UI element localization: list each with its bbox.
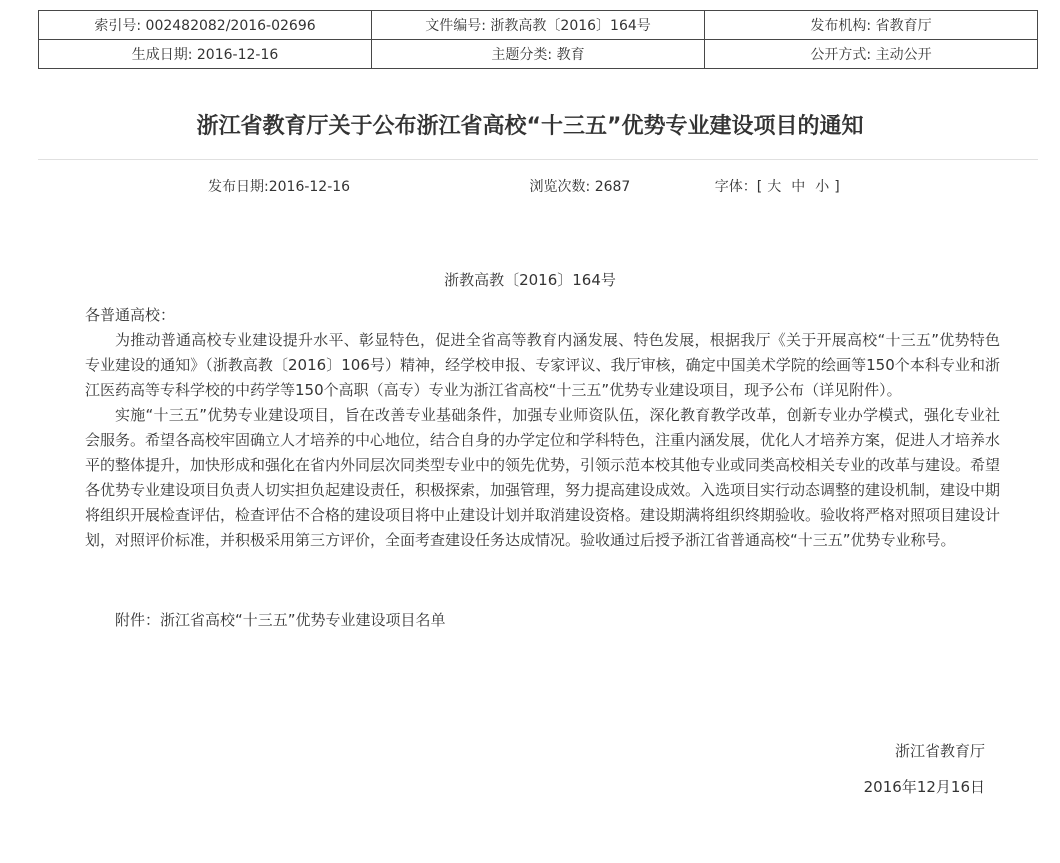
meta-separator: : (866, 18, 876, 34)
meta-value: 主动公开 (875, 47, 932, 63)
meta-label: 文件编号 (425, 18, 482, 34)
signature-agency: 浙江省教育厅 (894, 742, 985, 760)
document-body (0, 303, 1060, 633)
meta-label: 公开方式 (810, 47, 867, 63)
meta-cell-create-date (39, 40, 372, 69)
document-number: 浙教高教〔2016〕164号 (444, 271, 616, 289)
meta-separator: : (481, 18, 491, 34)
meta-value: 教育 (556, 47, 585, 63)
document-page (0, 10, 1060, 863)
font-size-medium-button[interactable]: 中 (791, 179, 806, 195)
publish-date: 发布日期:2016-12-16 (208, 179, 351, 195)
attachment-line: 附件：浙江省高校“十三五”优势专业建设项目名单 (115, 611, 446, 629)
font-size-label: 字体：[ (714, 179, 763, 195)
meta-cell-topic-category (372, 40, 705, 69)
signature-date: 2016年12月16日 (863, 778, 985, 796)
font-size-switcher (715, 176, 840, 196)
body-paragraph-1: 为推动普通高校专业建设提升水平、彰显特色，促进全省高等教育内涵发展、特色发展，根据我厅《关于开展高校“十三五”优势特色专业建设的通知》（浙教高教〔2016〕106号）精神，经学校申报、专家评议、我厅审核，确定中国美术学院的绘画等150个本科专业和浙江医药高等专科学校的中药学等150个高职（高专）专业为浙江省高校“十三五”优势专业建设项目，现予公布（详见附件）。 (85, 331, 1000, 399)
meta-label: 索引号 (94, 18, 137, 34)
meta-value: 省教育厅 (875, 18, 932, 34)
meta-cell-disclosure-method (705, 40, 1038, 69)
meta-label: 发布机构 (810, 18, 867, 34)
title-divider (38, 159, 1038, 160)
meta-separator: : (547, 47, 557, 63)
meta-value: 2016-12-16 (196, 47, 279, 63)
meta-row-1 (39, 11, 1038, 40)
meta-separator: : (866, 47, 876, 63)
meta-cell-publisher (705, 11, 1038, 40)
font-size-bracket-close: ] (834, 179, 840, 195)
meta-cell-index-number (39, 11, 372, 40)
salutation: 各普通高校： (85, 306, 176, 324)
meta-cell-file-number (372, 11, 705, 40)
page-title: 浙江省教育厅关于公布浙江省高校“十三五”优势专业建设项目的通知 (196, 114, 864, 139)
signature-block (0, 733, 1060, 805)
document-meta-table (38, 10, 1038, 69)
body-paragraph-2: 实施“十三五”优势专业建设项目，旨在改善专业基础条件，加强专业师资队伍，深化教育教学改革，创新专业办学模式，强化专业社会服务。希望各高校牢固确立人才培养的中心地位，结合自身的办学定位和学科特色，注重内涵发展，优化人才培养方案，促进人才培养水平的整体提升，加快形成和强化在省内外同层次同类型专业中的领先优势，引领示范本校其他专业或同类高校相关专业的改革与建设。希望各优势专业建设项目负责人切实担负起建设责任，积极探索，加强管理，努力提高建设成效。入选项目实行动态调整的建设机制，建设中期将组织开展检查评估，检查评估不合格的建设项目将中止建设计划并取消建设资格。建设期满将组织终期验收。验收将严格对照项目建设计划，对照评价标准，并积极采用第三方评价，全面考查建设任务达成情况。验收通过后授予浙江省普通高校“十三五”优势专业称号。 (85, 406, 1001, 549)
view-count: 浏览次数: 2687 (529, 179, 631, 195)
info-bar (38, 176, 1038, 196)
meta-value: 002482082/2016-02696 (145, 18, 316, 34)
meta-value: 浙教高教〔2016〕164号 (490, 18, 651, 34)
font-size-small-button[interactable]: 小 (815, 179, 830, 195)
meta-label: 主题分类 (491, 47, 548, 63)
meta-row-2 (39, 40, 1038, 69)
meta-label: 生成日期 (131, 47, 188, 63)
meta-separator: : (136, 18, 146, 34)
meta-separator: : (187, 47, 197, 63)
font-size-large-button[interactable]: 大 (767, 179, 782, 195)
